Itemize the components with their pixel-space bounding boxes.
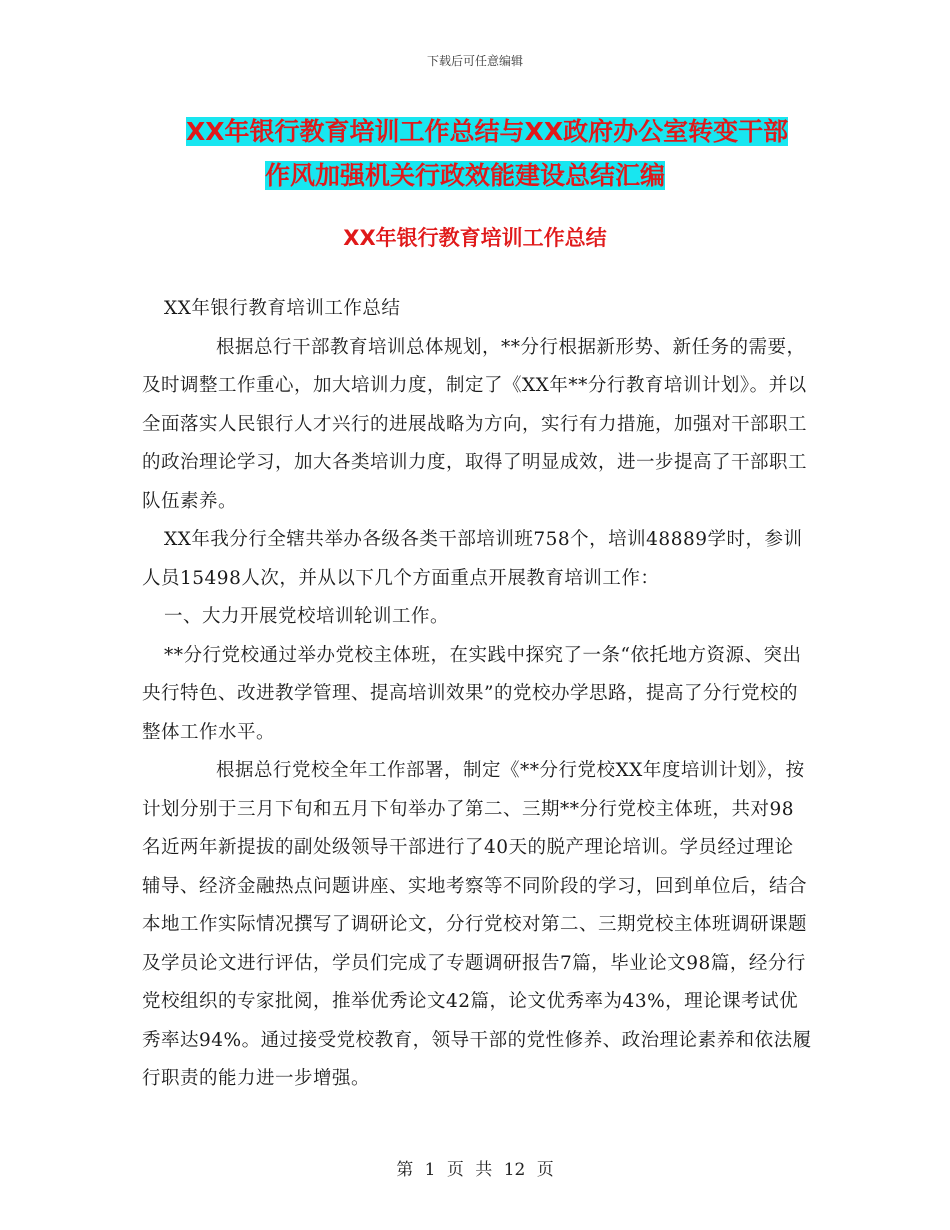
document-main-title	[140, 110, 830, 198]
main-title-line-2: 作风加强机关行政效能建设总结汇编	[265, 161, 666, 190]
paragraph-subtitle: XX年银行教育培训工作总结	[164, 298, 401, 319]
paragraph-intro: 根据总行干部教育培训总体规划，**分行根据新形势、新任务的需要，及时调整工作重心，加大培训力度，制定了《XX年**分行教育培训计划》。并以全面落实人民银行人才兴行的进展战略为方向，实行有力措施，加强对干部职工的政治理论学习，加大各类培训力度，取得了明显成效，进一步提高了干部职工队伍素养。	[142, 336, 808, 512]
page-number-footer: 第 1 页 共 12 页	[396, 1160, 554, 1180]
main-title-line-1: XX年银行教育培训工作总结与XX政府办公室转变干部	[186, 117, 789, 146]
header-note: 下载后可任意编辑	[426, 54, 523, 68]
paragraph-party-school: **分行党校通过举办党校主体班，在实践中探究了一条“依托地方资源、突出央行特色、改进教学管理、提高培训效果”的党校办学思路，提高了分行党校的整体工作水平。	[142, 644, 802, 743]
document-body	[142, 290, 812, 1099]
paragraph-heading-1: 一、大力开展党校培训轮训工作。	[164, 606, 450, 627]
paragraph-summary-stats: XX年我分行全辖共举办各级各类干部培训班758个，培训48889学时，参训人员15498人次，并从以下几个方面重点开展教育培训工作：	[142, 529, 803, 589]
paragraph-training-plan: 根据总行党校全年工作部署，制定《**分行党校XX年度培训计划》，按计划分别于三月下旬和五月下旬举办了第二、三期**分行党校主体班，共对98名近两年新提拔的副处级领导干部进行了40天的脱产理论培训。学员经过理论辅导、经济金融热点问题讲座、实地考察等不同阶段的学习，回到单位后，结合本地工作实际情况撰写了调研论文，分行党校对第二、三期党校主体班调研课题及学员论文进行评估，学员们完成了专题调研报告7篇，毕业论文98篇，经分行党校组织的专家批阅，推举优秀论文42篇，论文优秀率为43%，理论课考试优秀率达94%。通过接受党校教育，领导干部的党性修养、政治理论素养和依法履行职责的能力进一步增强。	[142, 760, 812, 1089]
section-title: XX年银行教育培训工作总结	[343, 226, 607, 250]
